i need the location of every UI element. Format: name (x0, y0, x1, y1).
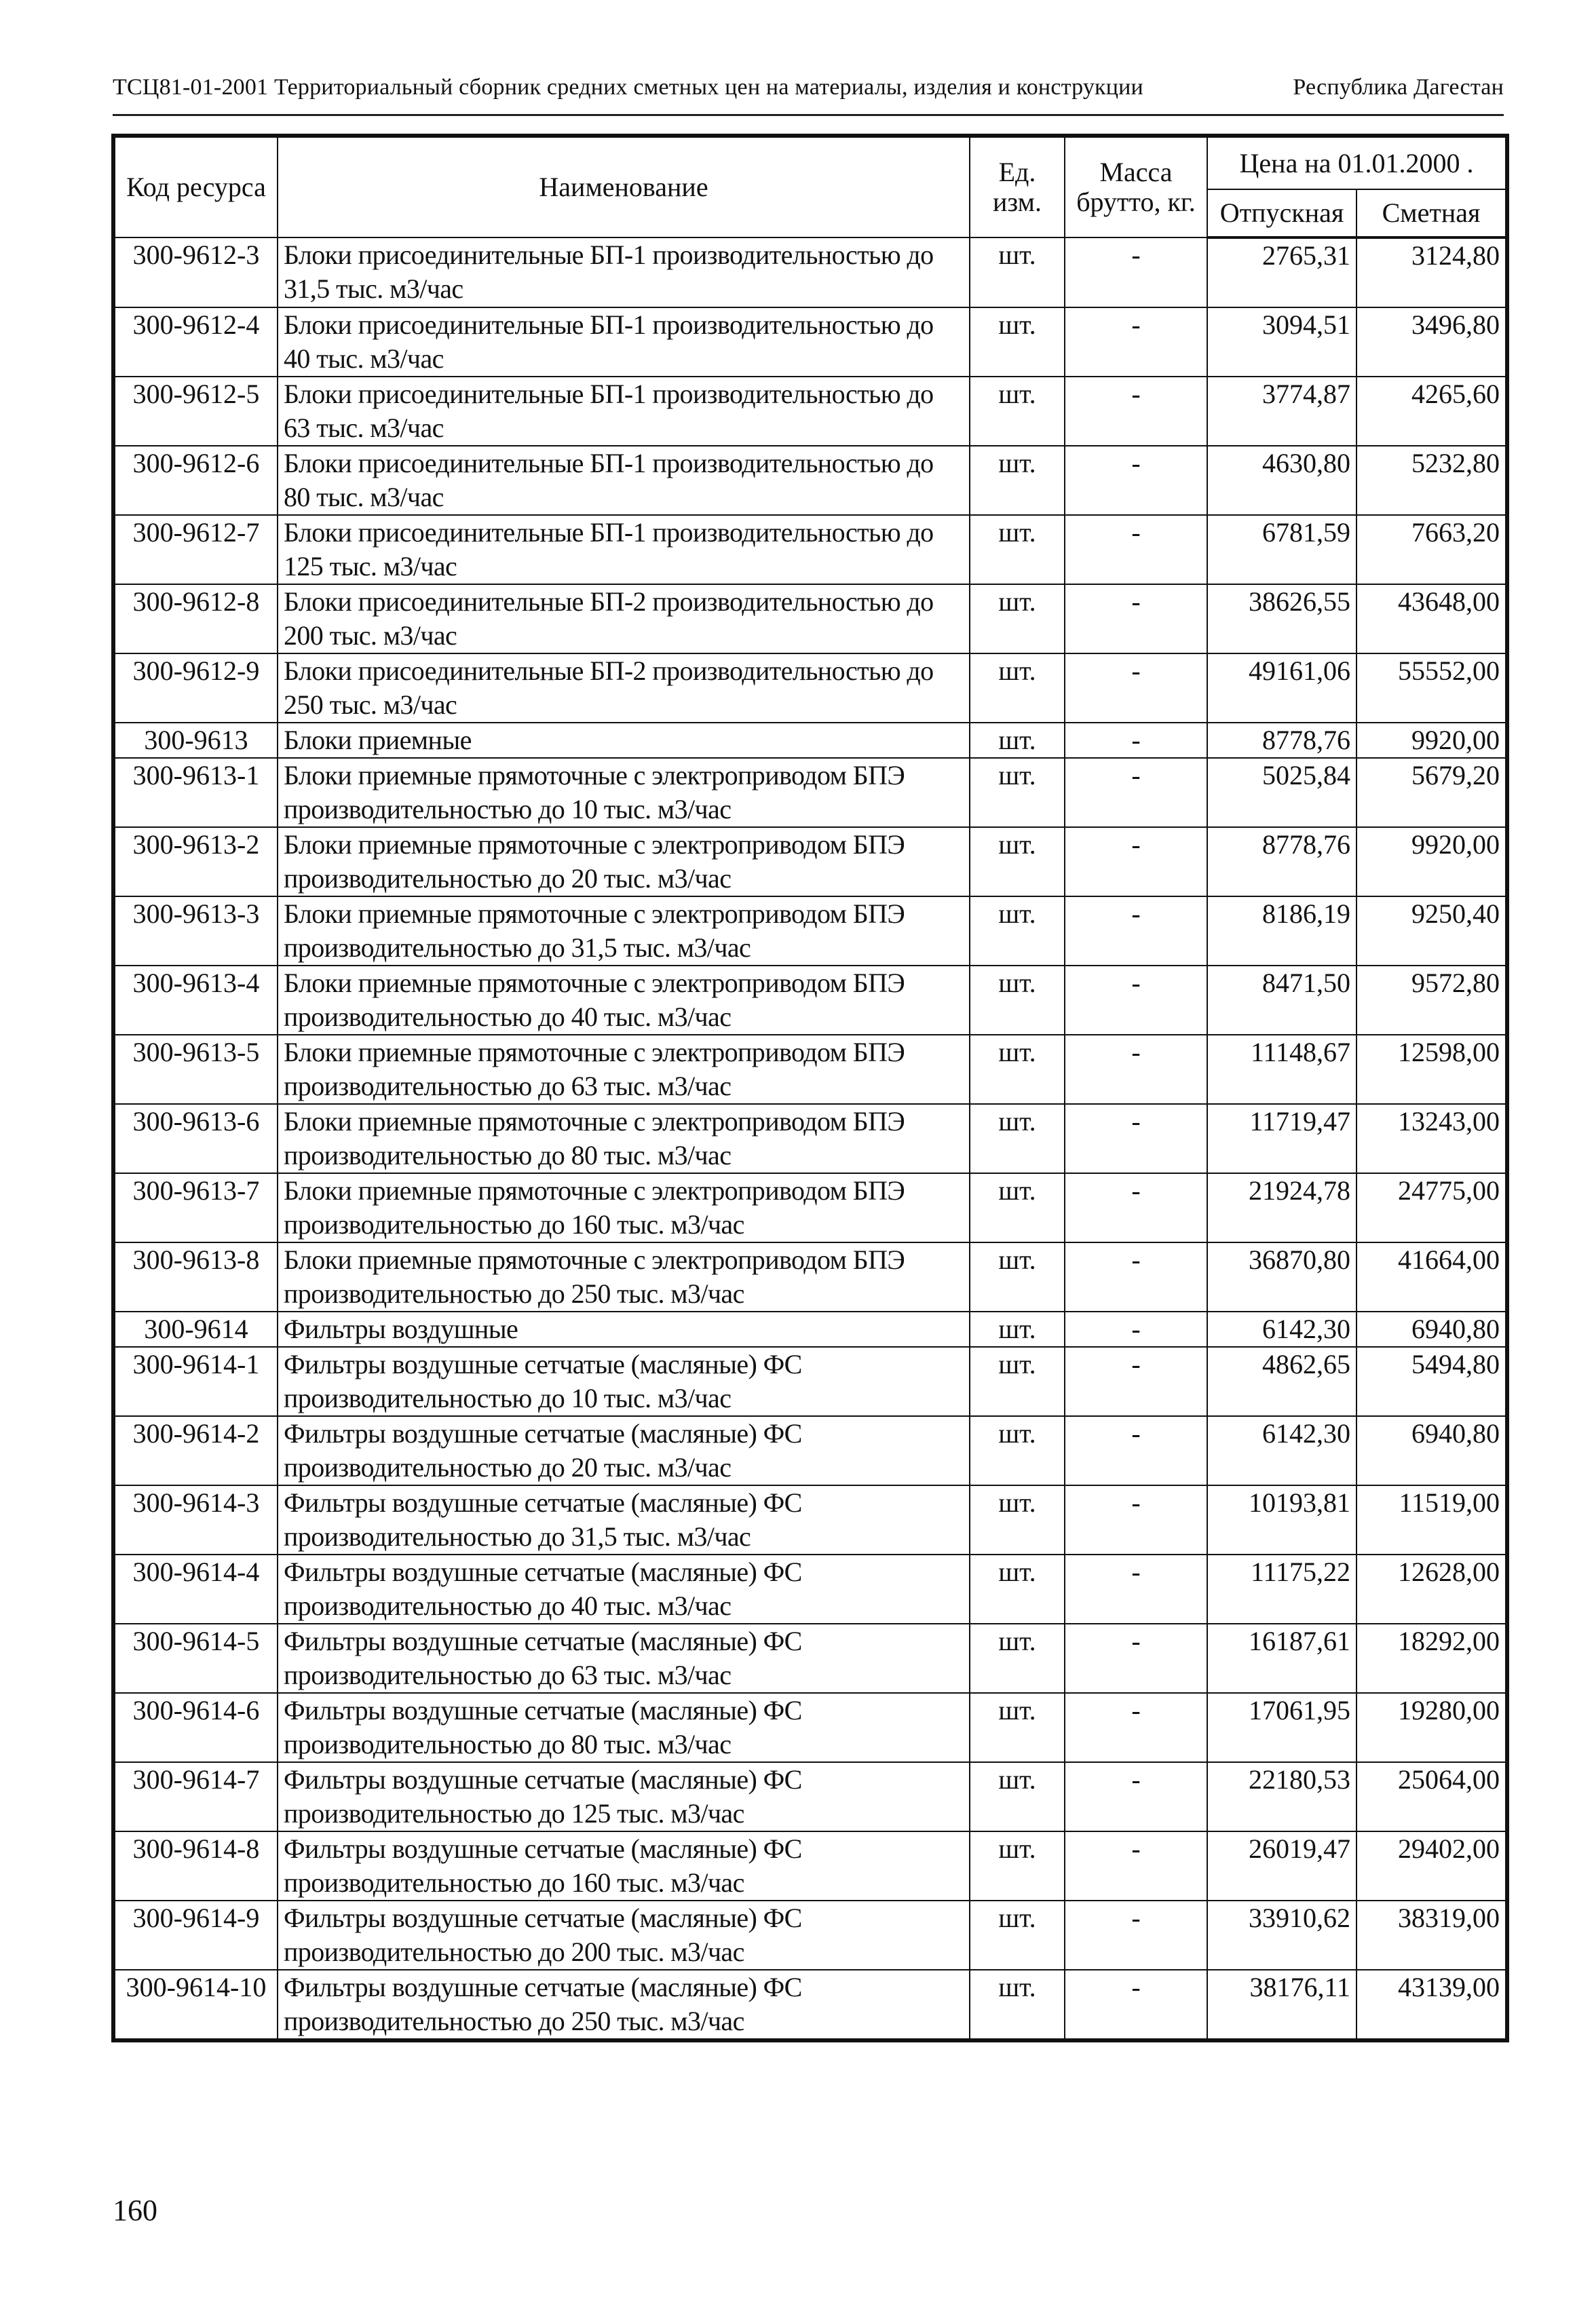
cell-estimate-price: 12598,00 (1356, 1035, 1507, 1104)
cell-name: Блоки приемные прямоточные с электроприводом БПЭ производительностью до 250 тыс. м3/час (278, 1242, 970, 1312)
cell-mass: - (1065, 653, 1207, 723)
cell-name: Фильтры воздушные сетчатые (масляные) ФС производительностью до 63 тыс. м3/час (278, 1624, 970, 1693)
cell-estimate-price: 5494,80 (1356, 1347, 1507, 1416)
table-row (113, 1173, 1507, 1242)
table-row (113, 307, 1507, 377)
table-row (113, 1831, 1507, 1901)
table-row (113, 515, 1507, 584)
column-header-estimate-price: Сметная (1356, 189, 1507, 237)
cell-unit: шт. (970, 1347, 1065, 1416)
cell-mass: - (1065, 827, 1207, 896)
cell-release-price: 11148,67 (1207, 1035, 1356, 1104)
cell-estimate-price: 41664,00 (1356, 1242, 1507, 1312)
cell-estimate-price: 24775,00 (1356, 1173, 1507, 1242)
cell-name: Блоки присоединительные БП-1 производительностью до 31,5 тыс. м3/час (278, 237, 970, 307)
cell-mass: - (1065, 1173, 1207, 1242)
cell-name: Блоки присоединительные БП-1 производительностью до 125 тыс. м3/час (278, 515, 970, 584)
cell-estimate-price: 25064,00 (1356, 1762, 1507, 1831)
cell-release-price: 2765,31 (1207, 237, 1356, 307)
cell-code: 300-9614-4 (113, 1555, 278, 1624)
table-row (113, 827, 1507, 896)
cell-mass: - (1065, 1555, 1207, 1624)
cell-mass: - (1065, 377, 1207, 446)
cell-code: 300-9612-9 (113, 653, 278, 723)
table-row (113, 1555, 1507, 1624)
cell-release-price: 10193,81 (1207, 1485, 1356, 1555)
region-name: Республика Дагестан (1293, 75, 1504, 100)
cell-release-price: 38176,11 (1207, 1970, 1356, 2040)
table-row (113, 1242, 1507, 1312)
cell-code: 300-9612-4 (113, 307, 278, 377)
cell-unit: шт. (970, 1624, 1065, 1693)
cell-mass: - (1065, 1242, 1207, 1312)
cell-estimate-price: 9920,00 (1356, 723, 1507, 758)
header-divider (113, 114, 1504, 116)
cell-estimate-price: 19280,00 (1356, 1693, 1507, 1762)
cell-release-price: 49161,06 (1207, 653, 1356, 723)
cell-name: Блоки приемные прямоточные с электроприводом БПЭ производительностью до 40 тыс. м3/час (278, 966, 970, 1035)
cell-name: Фильтры воздушные сетчатые (масляные) ФС производительностью до 80 тыс. м3/час (278, 1693, 970, 1762)
cell-code: 300-9614-10 (113, 1970, 278, 2040)
cell-name: Блоки приемные прямоточные с электроприводом БПЭ производительностью до 160 тыс. м3/час (278, 1173, 970, 1242)
cell-release-price: 8471,50 (1207, 966, 1356, 1035)
cell-release-price: 8778,76 (1207, 723, 1356, 758)
cell-release-price: 6142,30 (1207, 1416, 1356, 1485)
cell-estimate-price: 43139,00 (1356, 1970, 1507, 2040)
cell-mass: - (1065, 896, 1207, 966)
cell-name: Блоки присоединительные БП-1 производительностью до 63 тыс. м3/час (278, 377, 970, 446)
cell-name: Блоки присоединительные БП-2 производительностью до 200 тыс. м3/час (278, 584, 970, 653)
cell-estimate-price: 13243,00 (1356, 1104, 1507, 1173)
column-header-price-group: Цена на 01.01.2000 . (1207, 136, 1507, 189)
cell-estimate-price: 3496,80 (1356, 307, 1507, 377)
cell-unit: шт. (970, 307, 1065, 377)
cell-mass: - (1065, 1485, 1207, 1555)
cell-estimate-price: 29402,00 (1356, 1831, 1507, 1901)
cell-unit: шт. (970, 1831, 1065, 1901)
cell-unit: шт. (970, 1970, 1065, 2040)
cell-name: Блоки приемные прямоточные с электроприводом БПЭ производительностью до 20 тыс. м3/час (278, 827, 970, 896)
cell-release-price: 33910,62 (1207, 1901, 1356, 1970)
cell-name: Фильтры воздушные сетчатые (масляные) ФС производительностью до 160 тыс. м3/час (278, 1831, 970, 1901)
cell-mass: - (1065, 723, 1207, 758)
table-row (113, 1762, 1507, 1831)
cell-code: 300-9613-2 (113, 827, 278, 896)
table-row (113, 1901, 1507, 1970)
cell-code: 300-9614-2 (113, 1416, 278, 1485)
table-body (113, 237, 1507, 2040)
cell-mass: - (1065, 1901, 1207, 1970)
cell-code: 300-9613-4 (113, 966, 278, 1035)
cell-unit: шт. (970, 377, 1065, 446)
cell-mass: - (1065, 1104, 1207, 1173)
cell-unit: шт. (970, 515, 1065, 584)
cell-code: 300-9613-3 (113, 896, 278, 966)
cell-estimate-price: 9572,80 (1356, 966, 1507, 1035)
cell-estimate-price: 18292,00 (1356, 1624, 1507, 1693)
cell-mass: - (1065, 237, 1207, 307)
cell-name: Блоки присоединительные БП-1 производительностью до 80 тыс. м3/час (278, 446, 970, 515)
table-row (113, 966, 1507, 1035)
cell-release-price: 36870,80 (1207, 1242, 1356, 1312)
cell-release-price: 38626,55 (1207, 584, 1356, 653)
column-header-name: Наименование (278, 136, 970, 237)
cell-mass: - (1065, 966, 1207, 1035)
cell-unit: шт. (970, 1104, 1065, 1173)
cell-mass: - (1065, 307, 1207, 377)
cell-code: 300-9612-3 (113, 237, 278, 307)
cell-name: Блоки присоединительные БП-2 производительностью до 250 тыс. м3/час (278, 653, 970, 723)
cell-name: Блоки присоединительные БП-1 производительностью до 40 тыс. м3/час (278, 307, 970, 377)
cell-release-price: 3094,51 (1207, 307, 1356, 377)
cell-unit: шт. (970, 1485, 1065, 1555)
cell-release-price: 8778,76 (1207, 827, 1356, 896)
cell-release-price: 6781,59 (1207, 515, 1356, 584)
cell-code: 300-9612-8 (113, 584, 278, 653)
cell-code: 300-9613-7 (113, 1173, 278, 1242)
cell-unit: шт. (970, 1242, 1065, 1312)
cell-estimate-price: 5232,80 (1356, 446, 1507, 515)
cell-code: 300-9613-8 (113, 1242, 278, 1312)
table-row (113, 1312, 1507, 1347)
cell-unit: шт. (970, 653, 1065, 723)
cell-name: Фильтры воздушные (278, 1312, 970, 1347)
cell-estimate-price: 38319,00 (1356, 1901, 1507, 1970)
cell-release-price: 11175,22 (1207, 1555, 1356, 1624)
cell-unit: шт. (970, 446, 1065, 515)
cell-unit: шт. (970, 723, 1065, 758)
cell-code: 300-9612-6 (113, 446, 278, 515)
cell-mass: - (1065, 1624, 1207, 1693)
cell-unit: шт. (970, 237, 1065, 307)
table-row (113, 1416, 1507, 1485)
table-header (113, 136, 1507, 237)
cell-estimate-price: 4265,60 (1356, 377, 1507, 446)
document-title: ТСЦ81-01-2001 Территориальный сборник средних сметных цен на материалы, изделия и конструкции (113, 75, 1143, 100)
cell-name: Фильтры воздушные сетчатые (масляные) ФС производительностью до 20 тыс. м3/час (278, 1416, 970, 1485)
cell-mass: - (1065, 1312, 1207, 1347)
cell-unit: шт. (970, 1901, 1065, 1970)
cell-release-price: 4862,65 (1207, 1347, 1356, 1416)
cell-name: Блоки приемные прямоточные с электроприводом БПЭ производительностью до 63 тыс. м3/час (278, 1035, 970, 1104)
cell-code: 300-9614 (113, 1312, 278, 1347)
cell-unit: шт. (970, 827, 1065, 896)
cell-code: 300-9614-7 (113, 1762, 278, 1831)
cell-release-price: 17061,95 (1207, 1693, 1356, 1762)
cell-code: 300-9614-1 (113, 1347, 278, 1416)
table-row (113, 653, 1507, 723)
cell-mass: - (1065, 446, 1207, 515)
cell-release-price: 21924,78 (1207, 1173, 1356, 1242)
cell-name: Блоки приемные прямоточные с электроприводом БПЭ производительностью до 10 тыс. м3/час (278, 758, 970, 827)
cell-code: 300-9613-5 (113, 1035, 278, 1104)
cell-mass: - (1065, 584, 1207, 653)
column-header-unit: Ед. изм. (970, 136, 1065, 237)
cell-code: 300-9614-5 (113, 1624, 278, 1693)
cell-name: Блоки приемные прямоточные с электроприводом БПЭ производительностью до 31,5 тыс. м3/час (278, 896, 970, 966)
cell-unit: шт. (970, 1173, 1065, 1242)
cell-mass: - (1065, 1035, 1207, 1104)
cell-code: 300-9613-6 (113, 1104, 278, 1173)
cell-name: Блоки приемные (278, 723, 970, 758)
cell-name: Фильтры воздушные сетчатые (масляные) ФС производительностью до 250 тыс. м3/час (278, 1970, 970, 2040)
cell-mass: - (1065, 515, 1207, 584)
cell-mass: - (1065, 1762, 1207, 1831)
cell-unit: шт. (970, 1312, 1065, 1347)
cell-mass: - (1065, 1693, 1207, 1762)
cell-mass: - (1065, 1970, 1207, 2040)
table-row (113, 1970, 1507, 2040)
cell-code: 300-9612-5 (113, 377, 278, 446)
cell-mass: - (1065, 758, 1207, 827)
cell-estimate-price: 55552,00 (1356, 653, 1507, 723)
table-row (113, 584, 1507, 653)
cell-release-price: 5025,84 (1207, 758, 1356, 827)
cell-release-price: 4630,80 (1207, 446, 1356, 515)
cell-name: Фильтры воздушные сетчатые (масляные) ФС производительностью до 31,5 тыс. м3/час (278, 1485, 970, 1555)
table-row (113, 377, 1507, 446)
cell-code: 300-9612-7 (113, 515, 278, 584)
cell-release-price: 3774,87 (1207, 377, 1356, 446)
cell-unit: шт. (970, 1693, 1065, 1762)
cell-code: 300-9613-1 (113, 758, 278, 827)
cell-estimate-price: 43648,00 (1356, 584, 1507, 653)
cell-unit: шт. (970, 1035, 1065, 1104)
cell-release-price: 26019,47 (1207, 1831, 1356, 1901)
column-header-code: Код ресурса (113, 136, 278, 237)
cell-code: 300-9614-8 (113, 1831, 278, 1901)
table-row (113, 1485, 1507, 1555)
table-row (113, 237, 1507, 307)
page-number: 160 (113, 2194, 157, 2227)
table-row (113, 723, 1507, 758)
cell-estimate-price: 6940,80 (1356, 1416, 1507, 1485)
cell-estimate-price: 12628,00 (1356, 1555, 1507, 1624)
table-row (113, 896, 1507, 966)
cell-unit: шт. (970, 966, 1065, 1035)
cell-code: 300-9613 (113, 723, 278, 758)
table-row (113, 1035, 1507, 1104)
table-row (113, 1347, 1507, 1416)
cell-mass: - (1065, 1347, 1207, 1416)
page-header (113, 75, 1504, 109)
cell-estimate-price: 6940,80 (1356, 1312, 1507, 1347)
cell-name: Фильтры воздушные сетчатые (масляные) ФС производительностью до 10 тыс. м3/час (278, 1347, 970, 1416)
cell-unit: шт. (970, 1555, 1065, 1624)
cell-name: Блоки приемные прямоточные с электроприводом БПЭ производительностью до 80 тыс. м3/час (278, 1104, 970, 1173)
cell-estimate-price: 5679,20 (1356, 758, 1507, 827)
cell-release-price: 8186,19 (1207, 896, 1356, 966)
cell-estimate-price: 11519,00 (1356, 1485, 1507, 1555)
table-row (113, 1624, 1507, 1693)
cell-name: Фильтры воздушные сетчатые (масляные) ФС производительностью до 125 тыс. м3/час (278, 1762, 970, 1831)
cell-estimate-price: 9250,40 (1356, 896, 1507, 966)
cell-code: 300-9614-9 (113, 1901, 278, 1970)
cell-unit: шт. (970, 1416, 1065, 1485)
table-row (113, 446, 1507, 515)
cell-unit: шт. (970, 1762, 1065, 1831)
cell-unit: шт. (970, 584, 1065, 653)
cell-name: Фильтры воздушные сетчатые (масляные) ФС производительностью до 200 тыс. м3/час (278, 1901, 970, 1970)
table-row (113, 1104, 1507, 1173)
table-row (113, 758, 1507, 827)
price-table (111, 134, 1509, 2042)
cell-unit: шт. (970, 896, 1065, 966)
cell-release-price: 22180,53 (1207, 1762, 1356, 1831)
cell-name: Фильтры воздушные сетчатые (масляные) ФС производительностью до 40 тыс. м3/час (278, 1555, 970, 1624)
table-row (113, 1693, 1507, 1762)
cell-estimate-price: 3124,80 (1356, 237, 1507, 307)
cell-estimate-price: 9920,00 (1356, 827, 1507, 896)
column-header-mass: Масса брутто, кг. (1065, 136, 1207, 237)
cell-unit: шт. (970, 758, 1065, 827)
cell-estimate-price: 7663,20 (1356, 515, 1507, 584)
cell-code: 300-9614-3 (113, 1485, 278, 1555)
column-header-release-price: Отпускная (1207, 189, 1356, 237)
cell-code: 300-9614-6 (113, 1693, 278, 1762)
cell-mass: - (1065, 1831, 1207, 1901)
cell-release-price: 16187,61 (1207, 1624, 1356, 1693)
cell-mass: - (1065, 1416, 1207, 1485)
cell-release-price: 11719,47 (1207, 1104, 1356, 1173)
cell-release-price: 6142,30 (1207, 1312, 1356, 1347)
